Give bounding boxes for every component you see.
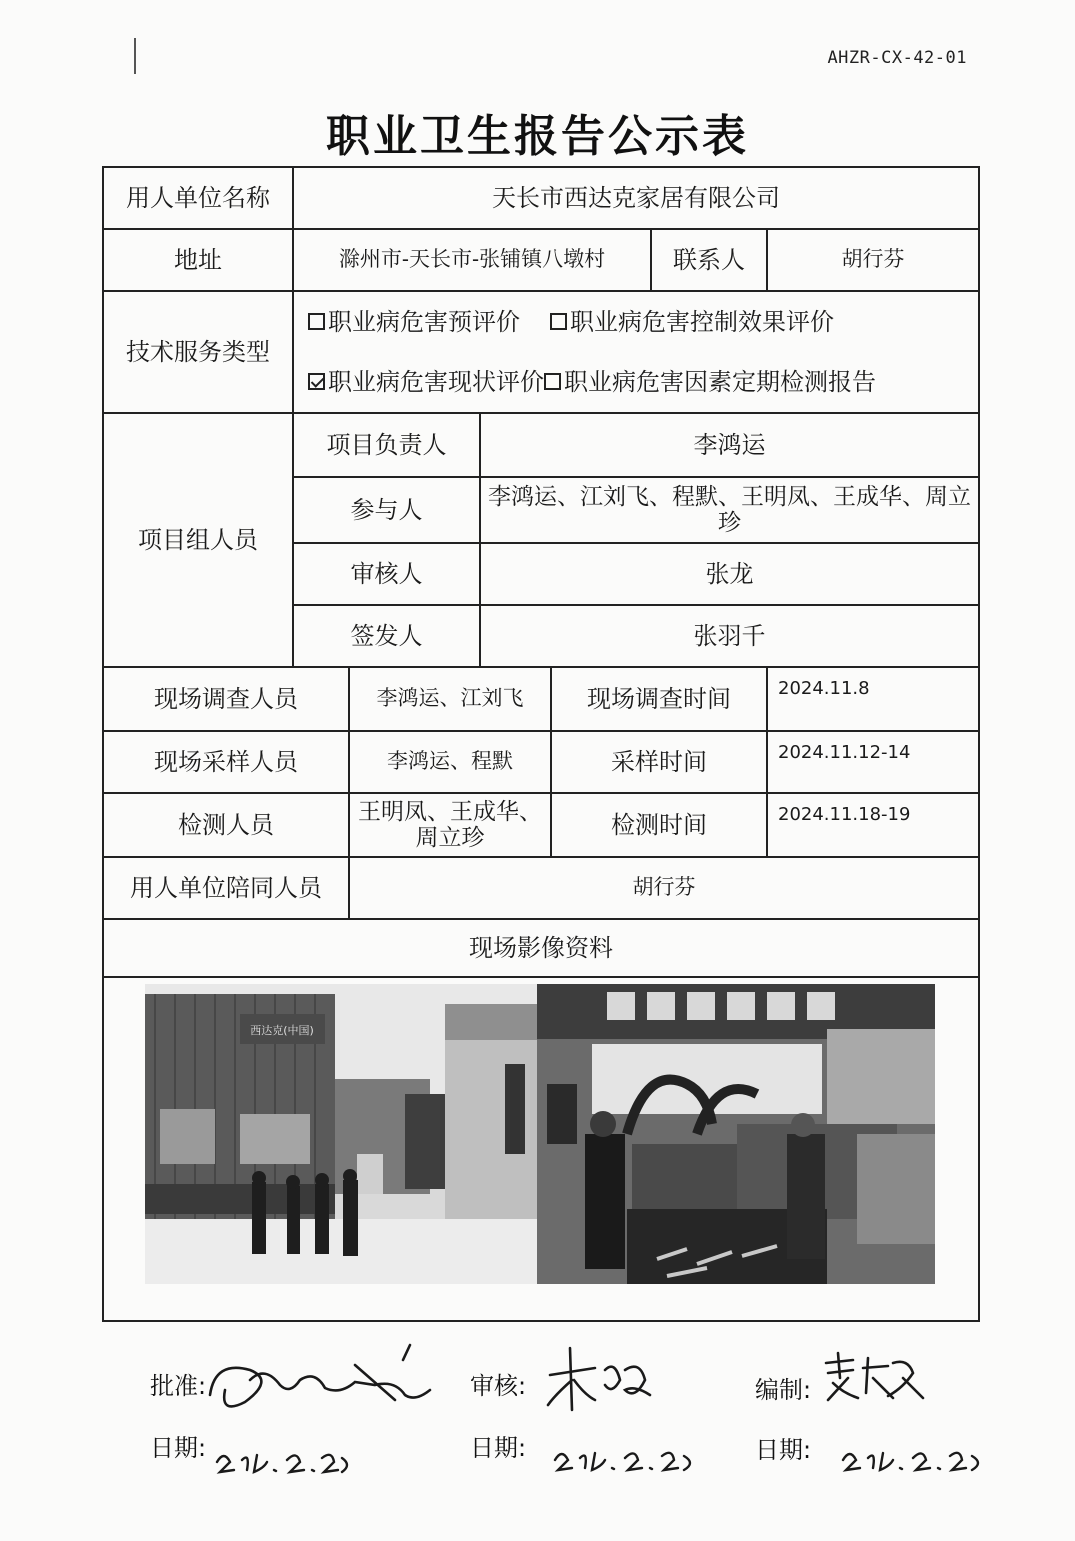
review-date-label: 日期: (470, 1434, 527, 1462)
document-code: AHZR-CX-42-01 (827, 48, 967, 68)
option-label: 职业病危害现状评价 (328, 367, 544, 396)
compiler-signature-image (818, 1348, 928, 1408)
page-title: 职业卫生报告公示表 (326, 111, 749, 162)
team-names: 张羽千 (480, 605, 979, 667)
service-type-options (293, 291, 979, 413)
sampling-time-label: 采样时间 (551, 731, 767, 793)
option-label: 职业病危害预评价 (328, 307, 520, 336)
row-accompany (103, 857, 979, 919)
reviewer-signature-image (540, 1340, 660, 1420)
sampling-time-value: 2024.11.12-14 (767, 731, 979, 793)
survey-label: 现场调查人员 (103, 667, 349, 731)
checkbox-pre-evaluation[interactable] (308, 313, 325, 330)
approve-date-label: 日期: (150, 1434, 207, 1462)
signature-section (0, 1330, 1075, 1530)
building-sign-text: 西达克(中国) (250, 1024, 314, 1037)
row-team-leader (103, 413, 979, 477)
team-role: 签发人 (293, 605, 480, 667)
survey-value: 李鸿运、江刘飞 (349, 667, 551, 731)
approve-date-handwriting (212, 1440, 352, 1480)
employer-value: 天长市西达克家居有限公司 (293, 167, 979, 229)
disclosure-table (102, 166, 980, 1322)
option-label: 职业病危害因素定期检测报告 (564, 367, 876, 396)
option-pre-evaluation[interactable] (308, 308, 520, 337)
review-label: 审核: (470, 1372, 527, 1400)
service-options-line-2 (294, 352, 978, 412)
compile-date-handwriting (838, 1438, 988, 1478)
media-label: 现场影像资料 (103, 919, 979, 977)
row-service-type (103, 291, 979, 413)
testing-value: 王明凤、王成华、周立珍 (349, 793, 551, 857)
service-options-line-1 (294, 292, 978, 352)
row-survey (103, 667, 979, 731)
survey-time-value: 2024.11.8 (767, 667, 979, 731)
option-control-effect[interactable] (550, 308, 834, 337)
approve-label: 批准: (150, 1372, 207, 1400)
row-testing (103, 793, 979, 857)
checkbox-control-effect[interactable] (550, 313, 567, 330)
survey-time-label: 现场调查时间 (551, 667, 767, 731)
testing-time-label: 检测时间 (551, 793, 767, 857)
address-value: 滁州市-天长市-张铺镇八墩村 (293, 229, 651, 291)
checkbox-periodic-testing[interactable] (544, 373, 561, 390)
compile-date-label: 日期: (755, 1436, 812, 1464)
option-periodic-testing[interactable] (544, 368, 876, 397)
option-status-evaluation[interactable] (308, 368, 544, 397)
compile-label: 编制: (755, 1376, 812, 1404)
checkbox-status-evaluation[interactable] (308, 373, 325, 390)
sampling-value: 李鸿运、程默 (349, 731, 551, 793)
accompany-label: 用人单位陪同人员 (103, 857, 349, 919)
address-label: 地址 (103, 229, 293, 291)
contact-value: 胡行芬 (767, 229, 979, 291)
testing-label: 检测人员 (103, 793, 349, 857)
team-names: 李鸿运 (480, 413, 979, 477)
row-address (103, 229, 979, 291)
team-names: 李鸿运、江刘飞、程默、王明凤、王成华、周立珍 (480, 477, 979, 543)
row-sampling (103, 731, 979, 793)
media-photos-cell (103, 977, 979, 1321)
review-date-handwriting (550, 1438, 700, 1478)
accompany-value: 胡行芬 (349, 857, 979, 919)
project-team-label: 项目组人员 (103, 413, 293, 667)
workshop-photo-image (537, 984, 935, 1284)
site-photo-building (145, 984, 537, 1284)
row-employer (103, 167, 979, 229)
team-role: 参与人 (293, 477, 480, 543)
building-photo-image (145, 984, 537, 1284)
row-media-photos (103, 977, 979, 1321)
photo-gallery (104, 978, 976, 1320)
testing-time-value: 2024.11.18-19 (767, 793, 979, 857)
site-photo-workshop (537, 984, 935, 1284)
row-media-label (103, 919, 979, 977)
team-role: 项目负责人 (293, 413, 480, 477)
service-type-label: 技术服务类型 (103, 291, 293, 413)
scan-edge-mark (134, 38, 136, 74)
approver-signature-image (205, 1340, 435, 1420)
team-names: 张龙 (480, 543, 979, 605)
team-role: 审核人 (293, 543, 480, 605)
sampling-label: 现场采样人员 (103, 731, 349, 793)
option-label: 职业病危害控制效果评价 (570, 307, 834, 336)
employer-label: 用人单位名称 (103, 167, 293, 229)
contact-label: 联系人 (651, 229, 767, 291)
